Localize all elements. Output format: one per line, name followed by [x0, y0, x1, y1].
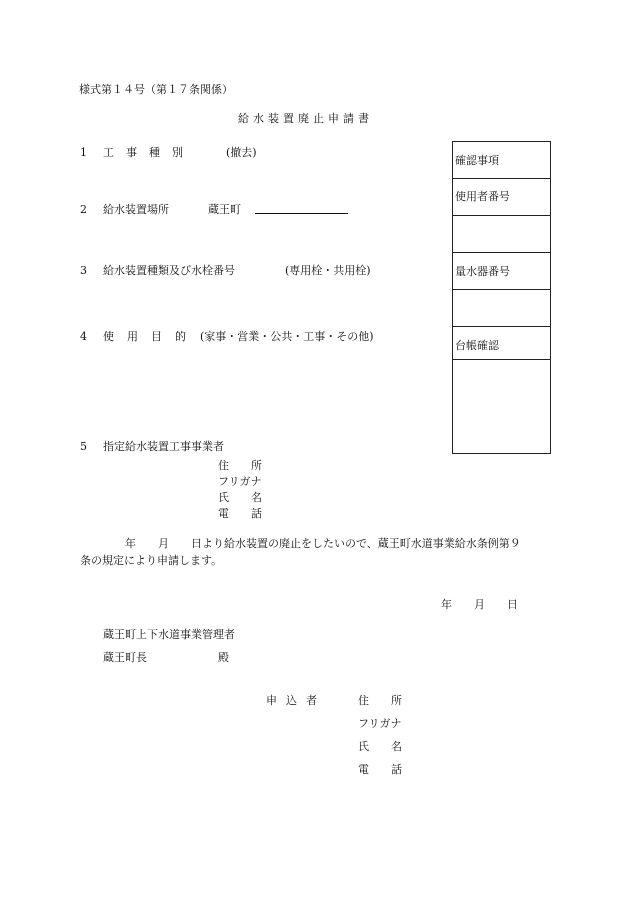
check-cell-user-number-label — [453, 179, 550, 216]
item-5-number: 5 — [80, 440, 87, 453]
contractor-fields — [218, 458, 262, 522]
applicant-address-label: 住 所 — [358, 694, 402, 707]
item-4-number: 4 — [80, 330, 87, 343]
applicant-furigana-label: フリガナ — [358, 717, 402, 730]
applicant-fields — [358, 695, 402, 787]
ledger-check-label: 台帳確認 — [455, 339, 499, 352]
application-date: 年 月 日 — [441, 598, 518, 611]
item-3-value: (専用栓・共用栓) — [285, 264, 371, 277]
item-1-number: 1 — [80, 146, 87, 159]
item-3-number: 3 — [80, 264, 87, 277]
contractor-address-label: 住 所 — [218, 459, 262, 472]
item-2-number: 2 — [80, 203, 87, 216]
contractor-phone-label: 電 話 — [218, 507, 262, 520]
item-4-label: 使用目的 — [103, 330, 199, 343]
addressee-mayor: 蔵王町長 — [103, 651, 147, 664]
item-1-label: 工事種別 — [103, 146, 195, 159]
item-2-label: 給水装置場所 — [103, 203, 169, 216]
check-cell-meter-number-label — [453, 253, 550, 290]
check-cell-ledger-value[interactable] — [453, 360, 550, 453]
applicant-phone-label: 電 話 — [358, 763, 402, 776]
item-4-value: (家事・営業・公共・工事・その他) — [200, 330, 374, 343]
confirmation-table — [452, 141, 551, 454]
contractor-name-label: 氏 名 — [218, 491, 262, 504]
check-cell-header-label: 確認事項 — [455, 154, 499, 167]
applicant-label: 申込者 — [266, 694, 326, 707]
user-number-label: 使用者番号 — [455, 190, 510, 203]
statement-line-2: 条の規定により申請します。 — [80, 554, 223, 567]
application-statement — [80, 535, 600, 569]
check-cell-user-number-value[interactable] — [453, 216, 550, 253]
form-number: 様式第１４号（第１７条関係） — [79, 83, 233, 96]
honorific: 殿 — [218, 651, 229, 664]
location-blank-line[interactable] — [255, 213, 348, 214]
check-cell-header — [453, 142, 550, 179]
item-3-label: 給水装置種類及び水栓番号 — [103, 264, 235, 277]
applicant-name-label: 氏 名 — [358, 740, 402, 753]
item-5-label: 指定給水装置工事事業者 — [103, 440, 224, 453]
document-title: 給水装置廃止申請書 — [238, 112, 373, 125]
item-1-value: (撤去) — [226, 146, 257, 159]
addressee-manager: 蔵王町上下水道事業管理者 — [103, 628, 235, 641]
check-cell-ledger-label — [453, 327, 550, 360]
contractor-furigana-label: フリガナ — [218, 475, 262, 488]
statement-line-1: 年 月 日より給水装置の廃止をしたいので、蔵王町水道事業給水条例第９ — [125, 537, 521, 550]
meter-number-label: 量水器番号 — [455, 265, 510, 278]
item-2-value: 蔵王町 — [208, 203, 241, 216]
check-cell-meter-number-value[interactable] — [453, 290, 550, 327]
